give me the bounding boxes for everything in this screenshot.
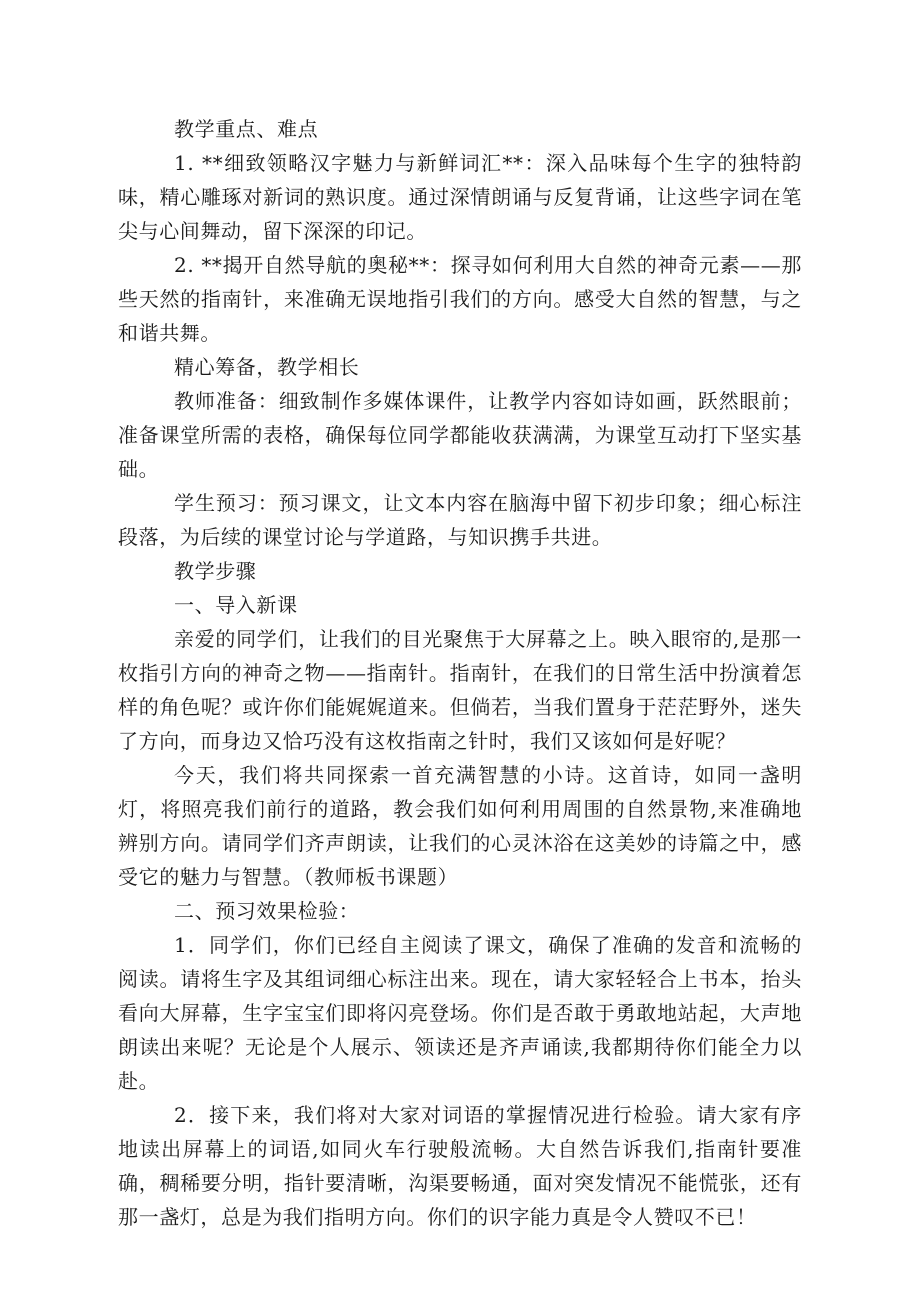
key-point-1: 1. **细致领略汉字魅力与新鲜词汇**：深入品味每个生字的独特韵味，精心雕琢对新词的熟识度。通过深情朗诵与反复背诵，让这些字词在笔尖与心间舞动，留下深深的印记。 [118,151,802,243]
key-point-2: 2. **揭开自然导航的奥秘**：探寻如何利用大自然的神奇元素——那些天然的指南针，来准确无误地指引我们的方向。感受大自然的智慧，与之和谐共舞。 [118,253,802,345]
step-2-heading: 二、预习效果检验： [174,899,360,923]
step-2-paragraph-2: 2．接下来，我们将对大家对词语的掌握情况进行检验。请大家有序地读出屏幕上的词语,如同火车行驶般流畅。大自然告诉我们,指南针要准确，稠稀要分明，指针要清晰，沟渠要畅通，面对突发情况不能慌张，还有那一盏灯，总是为我们指明方向。你们的识字能力真是令人赞叹不已！ [118,1103,802,1229]
step-1-heading: 一、导入新课 [174,593,298,617]
step-1-paragraph-2: 今天，我们将共同探索一首充满智慧的小诗。这首诗，如同一盏明灯，将照亮我们前行的道路，教会我们如何利用周围的自然景物,来准确地辨别方向。请同学们齐声朗读，让我们的心灵沐浴在这美妙的诗篇之中，感受它的魅力与智慧。（教师板书课题） [118,763,802,889]
document-body [118,112,802,1234]
student-preview: 学生预习：预习课文，让文本内容在脑海中留下初步印象；细心标注段落，为后续的课堂讨论与学道路，与知识携手共进。 [118,491,802,549]
section-heading-preparation: 精心筹备，教学相长 [174,355,360,379]
step-1-paragraph-1: 亲爱的同学们，让我们的目光聚焦于大屏幕之上。映入眼帘的,是那一枚指引方向的神奇之物——指南针。指南针，在我们的日常生活中扮演着怎样的角色呢？或许你们能娓娓道来。但倘若，当我们置身于茫茫野外，迷失了方向，而身边又恰巧没有这枚指南之针时，我们又该如何是好呢？ [118,627,802,753]
step-2-paragraph-1: 1．同学们，你们已经自主阅读了课文，确保了准确的发音和流畅的阅读。请将生字及其组词细心标注出来。现在，请大家轻轻合上书本，抬头看向大屏幕，生字宝宝们即将闪亮登场。你们是否敢于勇敢地站起，大声地朗读出来呢？无论是个人展示、领读还是齐声诵读,我都期待你们能全力以赴。 [118,933,802,1093]
section-heading-teaching-steps: 教学步骤 [174,559,257,583]
teacher-preparation: 教师准备：细致制作多媒体课件，让教学内容如诗如画，跃然眼前；准备课堂所需的表格，确保每位同学都能收获满满，为课堂互动打下坚实基础。 [118,389,802,481]
section-heading-key-points: 教学重点、难点 [174,117,319,141]
